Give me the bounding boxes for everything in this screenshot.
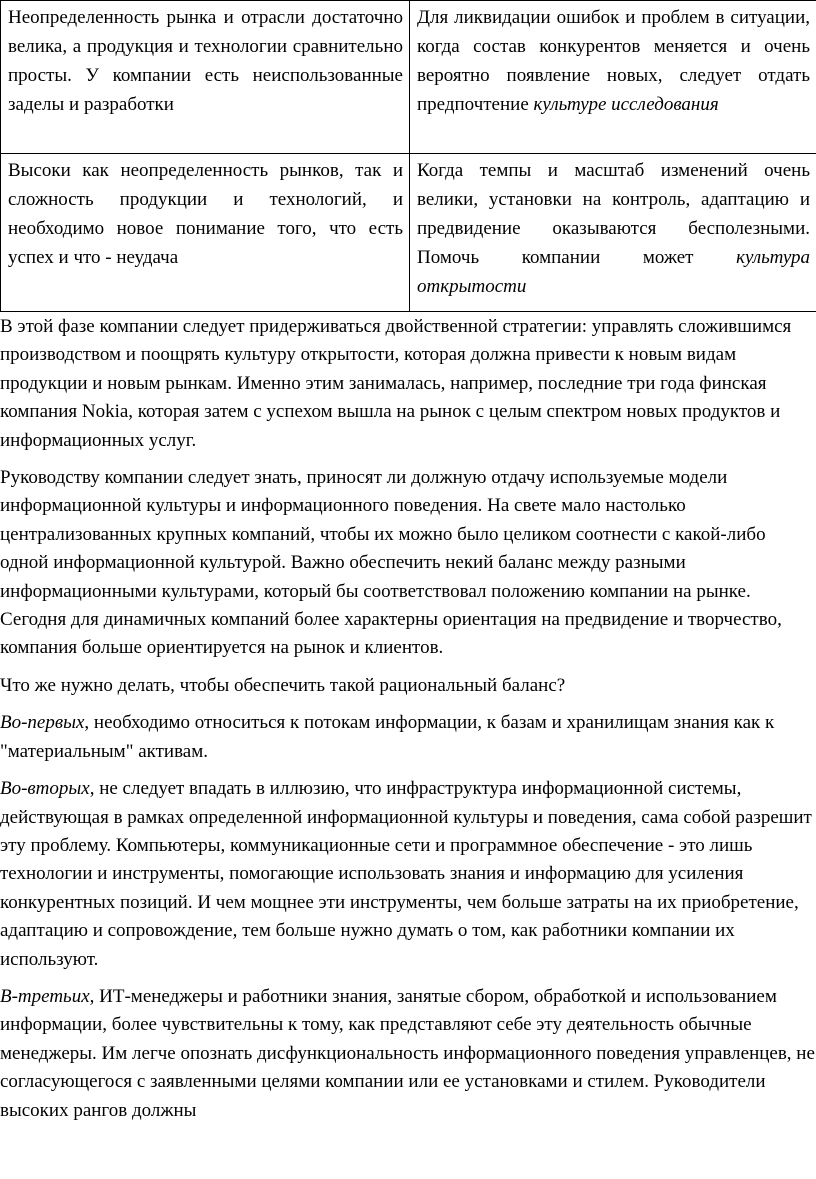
table-row xyxy=(1,154,816,312)
culture-table xyxy=(0,0,816,312)
paragraph-text: В этой фазе компании следует придерживаться двойственной стратегии: управлять сложившимся производством и поощрять культуру открытости, которая должна привести к новым видам продукции и новым рынкам. Именно этим занималась, например, последние три года финская компания Nokia, которая затем с успехом вышла на рынок с целым спектром новых продуктов и информационных услуг. xyxy=(0,316,792,451)
body-text xyxy=(0,313,816,1134)
cell-text: Высоки как неопределенность рынков, так и сложность продукции и технологий, и необходимо новое понимание того, что есть успех и что - неудача xyxy=(8,160,403,268)
paragraph xyxy=(0,313,816,455)
cell-italic-term: культуре исследования xyxy=(533,94,719,115)
cell-text: Для ликвидации ошибок и проблем в ситуации, когда состав конкурентов меняется и очень вероятно появление новых, следует отдать предпочтение xyxy=(417,7,810,115)
paragraph xyxy=(0,709,816,766)
paragraph-lead: Во-первых xyxy=(0,712,85,734)
paragraph xyxy=(0,464,816,663)
table-cell-condition xyxy=(1,1,410,154)
cell-text: Когда темпы и масштаб изменений очень велики, установки на контроль, адаптацию и предвидение оказываются бесполезными. Помочь компании может xyxy=(417,160,810,268)
paragraph-text: , не следует впадать в иллюзию, что инфраструктура информационной системы, действующая в рамках определенной информационной культуры и поведения, сама собой разрешит эту проблему. Компьютеры, коммуникационные сети и программное обеспечение - это лишь технологии и инструменты, помогающие использовать знания и информацию для усиления конкурентных позиций. И чем мощнее эти инструменты, чем больше затраты на их приобретение, адаптацию и сопровождение, тем больше нужно думать о том, как работники компании их используют. xyxy=(0,778,812,970)
cell-text: Неопределенность рынка и отрасли достаточно велика, а продукция и технологии сравнительно просты. У компании есть неиспользованные заделы и разработки xyxy=(8,7,403,115)
paragraph-text: Что же нужно делать, чтобы обеспечить такой рациональный баланс? xyxy=(0,674,566,696)
table-cell-recommendation xyxy=(410,154,816,312)
table-row xyxy=(1,1,816,154)
paragraph xyxy=(0,983,816,1125)
paragraph-lead: В-третьих xyxy=(0,985,90,1007)
cell-italic-term: культура открытости xyxy=(417,247,810,297)
table-cell-recommendation xyxy=(410,1,816,154)
table-cell-condition xyxy=(1,154,410,312)
paragraph-text: , необходимо относиться к потокам информации, к базам и хранилищам знания как к "материальным" активам. xyxy=(0,712,775,762)
paragraph-text: , ИТ-менеджеры и работники знания, занятые сбором, обработкой и использованием информации, более чувствительны к тому, как представляют себе эту деятельность обычные менеджеры. Им легче опознать дисфункциональность информационного поведения управленцев, не согласующегося с заявленными целями компании или ее установками и стилем. Руководители высоких рангов должны xyxy=(0,985,815,1121)
paragraph xyxy=(0,672,816,700)
paragraph-text: Руководству компании следует знать, приносят ли должную отдачу используемые модели информационной культуры и информационного поведения. На свете мало настолько централизованных крупных компаний, чтобы их можно было целиком соотнести с какой-либо одной информационной культурой. Важно обеспечить некий баланс между разными информационными культурами, который бы соответствовал положению компании на рынке. Сегодня для динамичных компаний более характерны ориентация на предвидение и творчество, компания больше ориентируется на рынок и клиентов. xyxy=(0,467,782,659)
paragraph xyxy=(0,775,816,974)
paragraph-lead: Во-вторых xyxy=(0,778,90,800)
